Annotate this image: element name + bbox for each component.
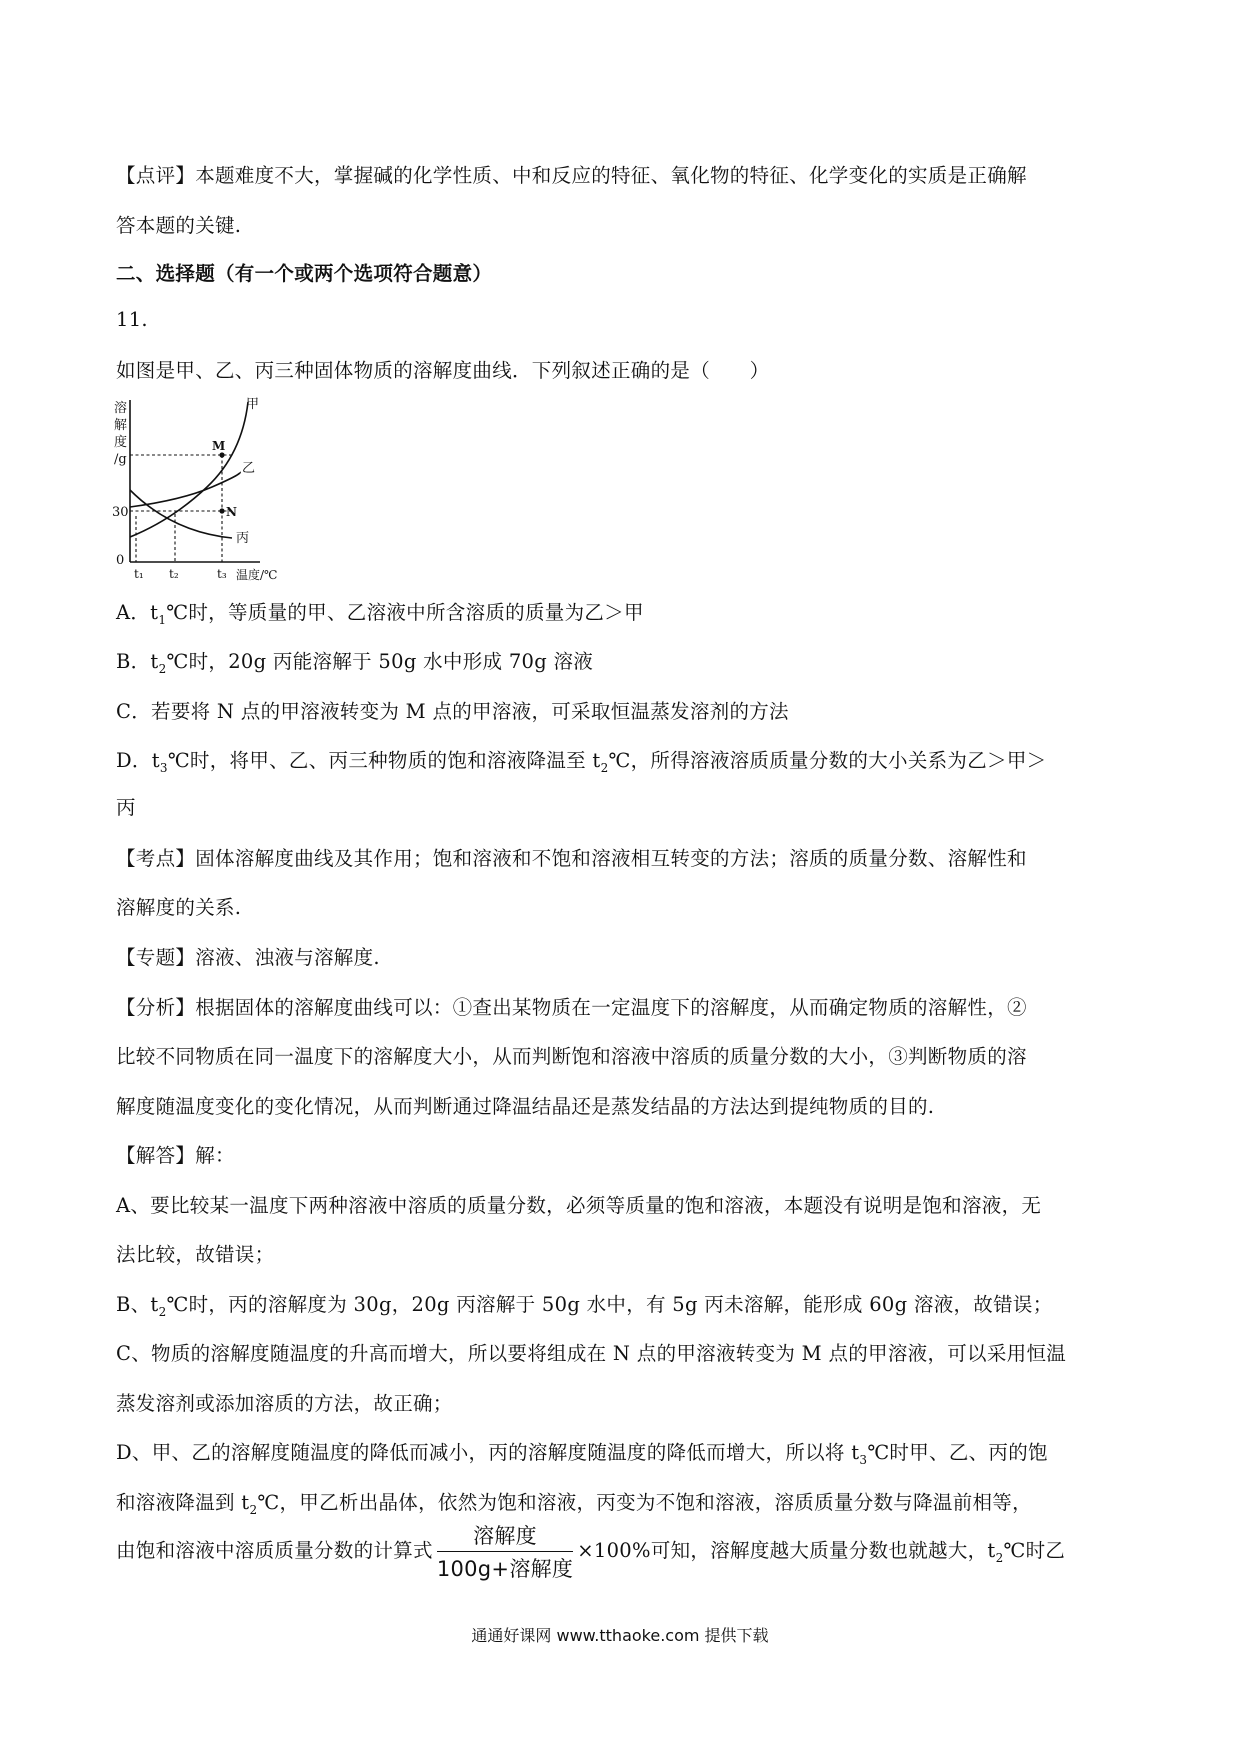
ylabel-char-3: 度 bbox=[114, 435, 128, 450]
kaodian-line-2: 溶解度的关系. bbox=[116, 896, 242, 919]
jieda-d-line-1: D、甲、乙的溶解度随温度的降低而减小，丙的溶解度随温度的降低而增大，所以将 $t_3℃$时甲、乙、丙的饱 bbox=[116, 1441, 1048, 1467]
solubility-curve-figure bbox=[112, 392, 312, 582]
ylabel-char-4: /g bbox=[114, 452, 127, 467]
jieda-d-line-3: 由饱和溶液中溶质质量分数的计算式 $\frac{\text{溶解度}}{\text{100g+溶解度}}$ ×100%可知，溶解度越大质量分数也就越大，$t_2℃$时乙 bbox=[116, 1520, 1065, 1583]
origin-label: 0 bbox=[116, 553, 125, 568]
fenxi-line-2: 比较不同物质在同一温度下的溶解度大小，从而判断饱和溶液中溶质的质量分数的大小，③判断物质的溶 bbox=[116, 1045, 1027, 1068]
option-d: D．$t_3℃$时，将甲、乙、丙三种物质的饱和溶液降温至 $t_2℃$，所得溶液溶质质量分数的大小关系为乙＞甲＞ bbox=[116, 749, 1047, 775]
x-tick-t3: t₃ bbox=[217, 567, 227, 581]
zhuanti-line: 【专题】溶液、浊液与溶解度. bbox=[116, 946, 380, 969]
y-tick-30: 30 bbox=[112, 505, 129, 520]
jieda-a-line-1: A、要比较某一温度下两种溶液中溶质的质量分数，必须等质量的饱和溶液，本题没有说明是饱和溶液，无 bbox=[116, 1194, 1042, 1217]
jieda-c-line-2: 蒸发溶剂或添加溶质的方法，故正确； bbox=[116, 1392, 453, 1415]
mass-fraction-formula bbox=[437, 1520, 573, 1583]
fenxi-line-3: 解度随温度变化的变化情况，从而判断通过降温结晶还是蒸发结晶的方法达到提纯物质的目的. bbox=[116, 1095, 935, 1118]
ylabel-char-1: 溶 bbox=[114, 401, 128, 416]
x-tick-t1: t₁ bbox=[134, 567, 144, 581]
curve-label-yi: 乙 bbox=[242, 461, 256, 476]
point-n bbox=[219, 508, 224, 513]
page-footer: 通通好课网 www.tthaoke.com 提供下载 bbox=[471, 1626, 769, 1645]
point-m-label: M bbox=[212, 439, 226, 453]
section-title: 二、选择题（有一个或两个选项符合题意） bbox=[116, 262, 493, 285]
jieda-d-line-2: 和溶液降温到 $t_2℃$，甲乙析出晶体，依然为饱和溶液，丙变为不饱和溶液，溶质质量分数与降温前相等， bbox=[116, 1491, 1032, 1517]
curve-yi bbox=[130, 472, 240, 507]
x-tick-t2: t₂ bbox=[169, 567, 179, 581]
formula-denominator: 100g+溶解度 bbox=[436, 1557, 574, 1581]
jieda-b-line: B、$t_2℃$时，丙的溶解度为 30g，20g 丙溶解于 50g 水中，有 5g 丙未溶解，能形成 60g 溶液，故错误； bbox=[116, 1293, 1053, 1319]
ylabel-char-2: 解 bbox=[114, 418, 128, 433]
comment-line-2: 答本题的关键. bbox=[116, 214, 242, 237]
option-a: A．$t_1℃$时，等质量的甲、乙溶液中所含溶质的质量为乙＞甲 bbox=[116, 601, 644, 627]
curve-label-jia: 甲 bbox=[246, 397, 260, 412]
curve-label-bing: 丙 bbox=[236, 531, 250, 546]
point-m bbox=[219, 452, 224, 457]
jieda-title: 【解答】解： bbox=[116, 1144, 235, 1167]
x-axis-label: 温度/℃ bbox=[236, 568, 278, 582]
question-stem: 如图是甲、乙、丙三种固体物质的溶解度曲线．下列叙述正确的是（ ） bbox=[116, 359, 770, 382]
option-b: B．$t_2℃$时，20g 丙能溶解于 50g 水中形成 70g 溶液 bbox=[116, 650, 594, 676]
comment-line-1: 【点评】本题难度不大，掌握碱的化学性质、中和反应的特征、氧化物的特征、化学变化的实质是正确解 bbox=[116, 164, 1027, 187]
question-number: 11. bbox=[116, 308, 148, 331]
fenxi-line-1: 【分析】根据固体的溶解度曲线可以：①查出某物质在一定温度下的溶解度，从而确定物质的溶解性，② bbox=[116, 996, 1027, 1019]
formula-numerator: 溶解度 bbox=[437, 1520, 573, 1552]
solubility-curve-svg bbox=[112, 392, 312, 582]
jieda-a-line-2: 法比较，故错误； bbox=[116, 1243, 275, 1266]
option-c: C．若要将 N 点的甲溶液转变为 M 点的甲溶液，可采取恒温蒸发溶剂的方法 bbox=[116, 700, 789, 723]
jieda-c-line-1: C、物质的溶解度随温度的升高而增大，所以要将组成在 N 点的甲溶液转变为 M 点的甲溶液，可以采用恒温 bbox=[116, 1342, 1067, 1365]
option-d-continued: 丙 bbox=[116, 796, 136, 819]
point-n-label: N bbox=[226, 505, 237, 519]
kaodian-line-1: 【考点】固体溶解度曲线及其作用；饱和溶液和不饱和溶液相互转变的方法；溶质的质量分数、溶解性和 bbox=[116, 847, 1027, 870]
